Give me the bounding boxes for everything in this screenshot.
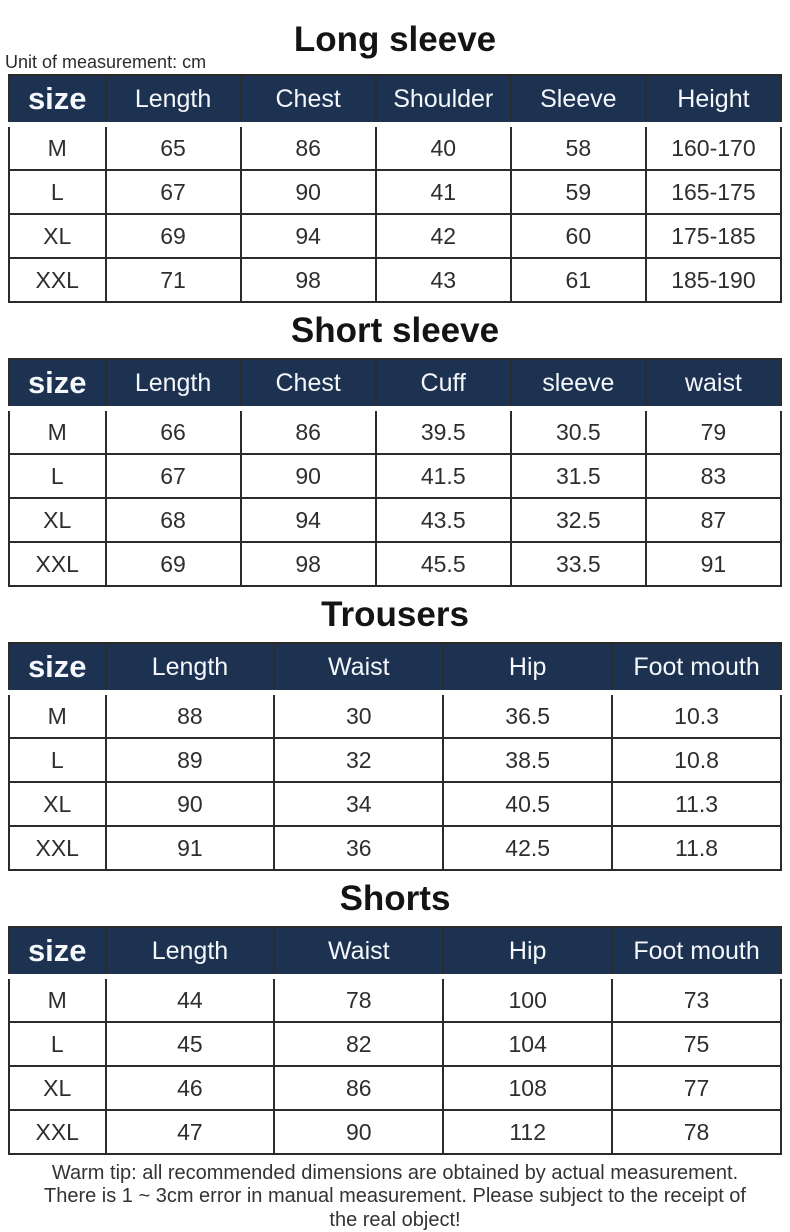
column-header-size: size: [9, 359, 106, 409]
column-header-hip: Hip: [443, 643, 612, 693]
table-title-trousers: Trousers: [321, 595, 469, 634]
size-charts: [0, 74, 790, 1155]
table-row: [9, 782, 781, 826]
value-cell: 86: [241, 125, 376, 171]
value-cell: 108: [443, 1066, 612, 1110]
value-cell: 160-170: [646, 125, 781, 171]
column-header-waist: waist: [646, 359, 781, 409]
table-row: [9, 125, 781, 171]
column-header-foot-mouth: Foot mouth: [612, 643, 781, 693]
value-cell: 87: [646, 498, 781, 542]
column-header-cuff: Cuff: [376, 359, 511, 409]
value-cell: 100: [443, 977, 612, 1023]
size-cell: XXL: [9, 258, 106, 302]
table-row: [9, 1066, 781, 1110]
value-cell: 91: [106, 826, 275, 870]
value-cell: 59: [511, 170, 646, 214]
header-row: [9, 359, 781, 409]
warm-tip: [0, 1162, 790, 1232]
value-cell: 94: [241, 498, 376, 542]
table-row: [9, 542, 781, 586]
value-cell: 46: [106, 1066, 275, 1110]
value-cell: 30: [274, 693, 443, 739]
value-cell: 43.5: [376, 498, 511, 542]
value-cell: 33.5: [511, 542, 646, 586]
size-cell: M: [9, 977, 106, 1023]
size-table-shorts: [8, 926, 782, 1155]
table-row: [9, 826, 781, 870]
value-cell: 91: [646, 542, 781, 586]
warm-tip-line-1: Warm tip: all recommended dimensions are obtained by actual measurement.: [51, 1162, 739, 1184]
value-cell: 42: [376, 214, 511, 258]
size-cell: L: [9, 170, 106, 214]
value-cell: 86: [241, 409, 376, 455]
value-cell: 58: [511, 125, 646, 171]
value-cell: 75: [612, 1022, 781, 1066]
value-cell: 11.3: [612, 782, 781, 826]
value-cell: 36: [274, 826, 443, 870]
value-cell: 60: [511, 214, 646, 258]
value-cell: 90: [106, 782, 275, 826]
value-cell: 98: [241, 258, 376, 302]
header-row: [9, 927, 781, 977]
value-cell: 41: [376, 170, 511, 214]
value-cell: 86: [274, 1066, 443, 1110]
value-cell: 71: [106, 258, 241, 302]
value-cell: 112: [443, 1110, 612, 1154]
table-row: [9, 693, 781, 739]
column-header-sleeve: Sleeve: [511, 75, 646, 125]
value-cell: 165-175: [646, 170, 781, 214]
page-header: [0, 0, 790, 74]
table-row: [9, 1022, 781, 1066]
column-header-shoulder: Shoulder: [376, 75, 511, 125]
value-cell: 90: [274, 1110, 443, 1154]
value-cell: 45.5: [376, 542, 511, 586]
value-cell: 73: [612, 977, 781, 1023]
value-cell: 78: [612, 1110, 781, 1154]
table-row: [9, 170, 781, 214]
value-cell: 98: [241, 542, 376, 586]
size-cell: M: [9, 125, 106, 171]
column-header-chest: Chest: [241, 75, 376, 125]
column-header-chest: Chest: [241, 359, 376, 409]
value-cell: 79: [646, 409, 781, 455]
value-cell: 10.8: [612, 738, 781, 782]
column-header-foot-mouth: Foot mouth: [612, 927, 781, 977]
value-cell: 90: [241, 454, 376, 498]
warm-tip-line-3: the real object!: [329, 1208, 461, 1231]
value-cell: 31.5: [511, 454, 646, 498]
value-cell: 39.5: [376, 409, 511, 455]
value-cell: 38.5: [443, 738, 612, 782]
value-cell: 11.8: [612, 826, 781, 870]
column-header-size: size: [9, 75, 106, 125]
value-cell: 44: [106, 977, 275, 1023]
size-cell: L: [9, 1022, 106, 1066]
size-table-short-sleeve: [8, 358, 782, 587]
table-row: [9, 498, 781, 542]
size-cell: L: [9, 738, 106, 782]
table-row: [9, 738, 781, 782]
value-cell: 104: [443, 1022, 612, 1066]
value-cell: 65: [106, 125, 241, 171]
value-cell: 69: [106, 214, 241, 258]
value-cell: 32.5: [511, 498, 646, 542]
header-row: [9, 75, 781, 125]
size-cell: XL: [9, 1066, 106, 1110]
column-header-size: size: [9, 643, 106, 693]
column-header-length: Length: [106, 643, 275, 693]
size-cell: XL: [9, 498, 106, 542]
value-cell: 34: [274, 782, 443, 826]
value-cell: 66: [106, 409, 241, 455]
size-cell: XXL: [9, 826, 106, 870]
value-cell: 40.5: [443, 782, 612, 826]
header-row: [9, 643, 781, 693]
size-cell: L: [9, 454, 106, 498]
table-row: [9, 258, 781, 302]
size-cell: XL: [9, 214, 106, 258]
table-title-short-sleeve: Short sleeve: [290, 311, 500, 350]
value-cell: 90: [241, 170, 376, 214]
value-cell: 41.5: [376, 454, 511, 498]
table-row: [9, 214, 781, 258]
value-cell: 36.5: [443, 693, 612, 739]
value-cell: 43: [376, 258, 511, 302]
table-row: [9, 454, 781, 498]
value-cell: 10.3: [612, 693, 781, 739]
value-cell: 30.5: [511, 409, 646, 455]
value-cell: 40: [376, 125, 511, 171]
table-title-shorts: Shorts: [339, 879, 451, 918]
value-cell: 78: [274, 977, 443, 1023]
warm-tip-line-2: There is 1 ~ 3cm error in manual measurement. Please subject to the receipt of: [43, 1185, 746, 1208]
value-cell: 82: [274, 1022, 443, 1066]
value-cell: 175-185: [646, 214, 781, 258]
size-cell: M: [9, 693, 106, 739]
table-row: [9, 977, 781, 1023]
column-header-sleeve: sleeve: [511, 359, 646, 409]
unit-of-measurement-note: Unit of measurement: cm: [5, 52, 207, 72]
column-header-height: Height: [646, 75, 781, 125]
value-cell: 185-190: [646, 258, 781, 302]
column-header-length: Length: [106, 359, 241, 409]
value-cell: 45: [106, 1022, 275, 1066]
size-cell: XXL: [9, 1110, 106, 1154]
value-cell: 88: [106, 693, 275, 739]
value-cell: 61: [511, 258, 646, 302]
column-header-waist: Waist: [274, 927, 443, 977]
value-cell: 67: [106, 170, 241, 214]
value-cell: 94: [241, 214, 376, 258]
column-header-length: Length: [106, 927, 275, 977]
column-header-hip: Hip: [443, 927, 612, 977]
size-cell: M: [9, 409, 106, 455]
value-cell: 69: [106, 542, 241, 586]
value-cell: 89: [106, 738, 275, 782]
value-cell: 42.5: [443, 826, 612, 870]
value-cell: 68: [106, 498, 241, 542]
value-cell: 77: [612, 1066, 781, 1110]
value-cell: 83: [646, 454, 781, 498]
table-row: [9, 1110, 781, 1154]
size-table-long-sleeve: [8, 74, 782, 303]
column-header-length: Length: [106, 75, 241, 125]
value-cell: 32: [274, 738, 443, 782]
column-header-size: size: [9, 927, 106, 977]
size-cell: XL: [9, 782, 106, 826]
column-header-waist: Waist: [274, 643, 443, 693]
value-cell: 67: [106, 454, 241, 498]
table-row: [9, 409, 781, 455]
size-cell: XXL: [9, 542, 106, 586]
value-cell: 47: [106, 1110, 275, 1154]
size-table-trousers: [8, 642, 782, 871]
table-title-long-sleeve: Long sleeve: [293, 20, 497, 59]
